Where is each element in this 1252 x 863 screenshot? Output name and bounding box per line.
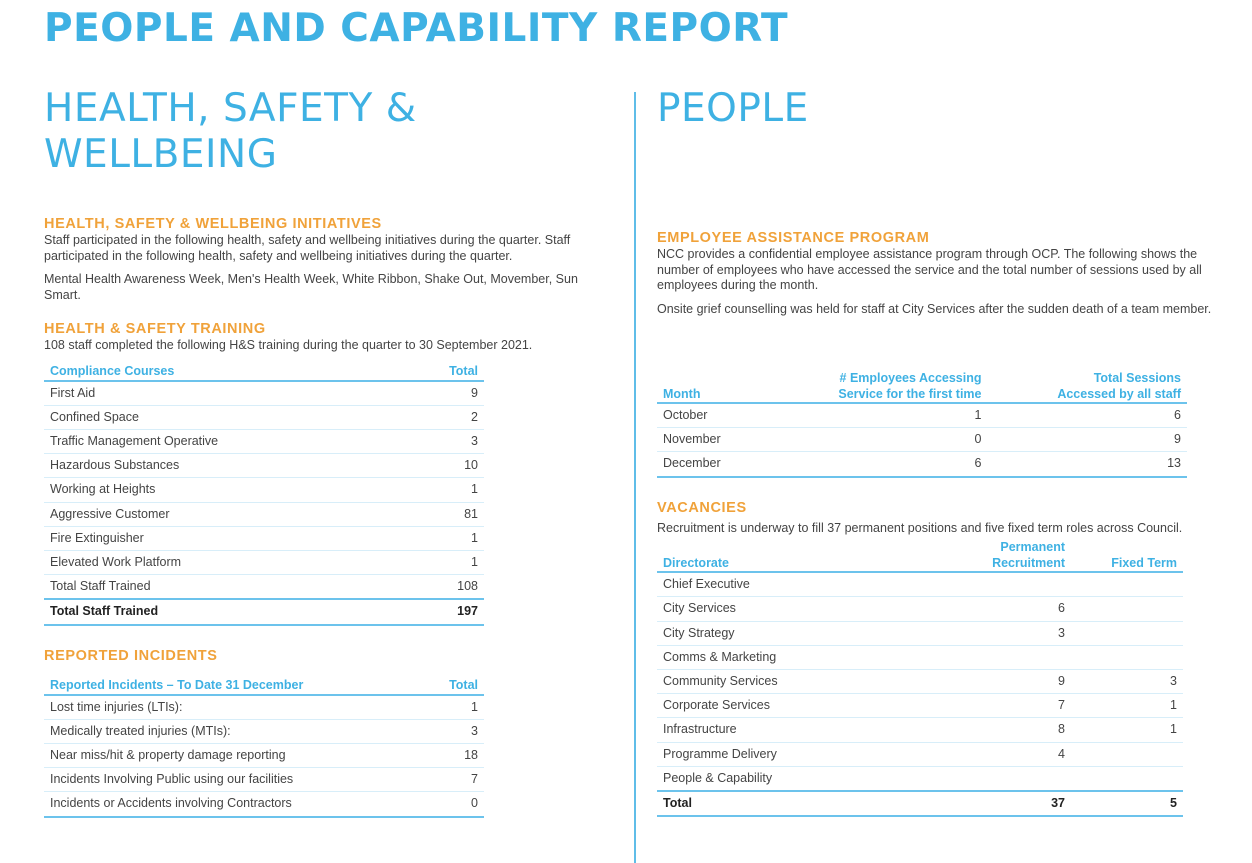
incidents-header-row bbox=[44, 674, 484, 695]
vacancy-permanent: 4 bbox=[1058, 746, 1065, 761]
table-row bbox=[657, 621, 1183, 645]
vacancy-permanent: 8 bbox=[1058, 722, 1065, 737]
vacancies-title: VACANCIES bbox=[657, 499, 747, 516]
vacancy-fixed bbox=[1071, 621, 1183, 645]
eap-para1: NCC provides a confidential employee assistance program through OCP. The following shows the number of employees who have accessed the service and the total number of sessions used by all employees during the month. bbox=[657, 247, 1202, 292]
vacancy-directorate: City Services bbox=[663, 601, 736, 616]
course-total: 2 bbox=[471, 409, 478, 424]
training-table bbox=[44, 360, 484, 626]
course-name: First Aid bbox=[50, 385, 96, 400]
table-row bbox=[44, 381, 484, 406]
table-row bbox=[657, 669, 1183, 693]
incident-total: 0 bbox=[471, 796, 478, 811]
incident-total: 7 bbox=[471, 772, 478, 787]
hsw-heading bbox=[44, 86, 604, 178]
vacancies-col-directorate: Directorate bbox=[663, 555, 729, 570]
table-row bbox=[44, 550, 484, 574]
eap-col-employees bbox=[759, 369, 987, 403]
vacancy-permanent bbox=[929, 766, 1071, 791]
course-name: Aggressive Customer bbox=[50, 506, 170, 521]
vacancy-directorate: People & Capability bbox=[663, 770, 773, 785]
vacancy-permanent bbox=[929, 645, 1071, 669]
table-row bbox=[44, 454, 484, 478]
table-row bbox=[44, 405, 484, 429]
table-row bbox=[44, 768, 484, 792]
course-name: Hazardous Substances bbox=[50, 458, 180, 473]
table-row bbox=[657, 742, 1183, 766]
health-safety-column bbox=[44, 86, 604, 818]
total-fixed: 5 bbox=[1170, 795, 1177, 810]
incidents-col-item: Reported Incidents – To Date 31 December bbox=[50, 678, 304, 693]
eap-title: EMPLOYEE ASSISTANCE PROGRAM bbox=[657, 230, 930, 246]
table-row bbox=[44, 429, 484, 453]
table-row bbox=[657, 428, 1187, 452]
vacancy-directorate: Chief Executive bbox=[663, 577, 750, 592]
vacancies-col-permanent bbox=[929, 538, 1071, 572]
course-name: Working at Heights bbox=[50, 482, 156, 497]
course-total: 1 bbox=[471, 530, 478, 545]
eap-table bbox=[657, 369, 1187, 478]
vacancies-header-row bbox=[657, 538, 1183, 572]
initiatives-para2: Mental Health Awareness Week, Men's Health Week, White Ribbon, Shake Out, Movember, Sun Smart. bbox=[44, 272, 578, 302]
training-title: HEALTH & SAFETY TRAINING bbox=[44, 321, 266, 337]
vacancy-fixed: 1 bbox=[1170, 722, 1177, 737]
incident-total: 3 bbox=[471, 723, 478, 738]
vacancies-col-permanent-line1: Permanent bbox=[1000, 540, 1065, 555]
table-row bbox=[657, 452, 1187, 477]
training-total-row bbox=[44, 599, 484, 624]
course-name: Confined Space bbox=[50, 409, 139, 424]
table-row bbox=[657, 572, 1183, 597]
training-col-total: Total bbox=[449, 364, 478, 378]
course-total: 1 bbox=[471, 482, 478, 497]
eap-month: December bbox=[663, 456, 721, 471]
course-name: Total Staff Trained bbox=[50, 579, 151, 594]
vacancies-table bbox=[657, 538, 1183, 817]
course-total: 1 bbox=[471, 554, 478, 569]
incidents-title: REPORTED INCIDENTS bbox=[44, 647, 218, 664]
table-row bbox=[44, 792, 484, 817]
initiatives-title: HEALTH, SAFETY & WELLBEING INITIATIVES bbox=[44, 216, 382, 232]
table-row bbox=[657, 766, 1183, 791]
table-row bbox=[44, 478, 484, 502]
report-title: PEOPLE AND CAPABILITY REPORT bbox=[44, 6, 789, 51]
training-col-course: Compliance Courses bbox=[50, 364, 175, 378]
training-header-row bbox=[44, 360, 484, 381]
people-column bbox=[657, 86, 1232, 817]
course-name: Elevated Work Platform bbox=[50, 554, 182, 569]
incident-name: Lost time injuries (LTIs): bbox=[50, 699, 183, 714]
vacancy-fixed: 1 bbox=[1170, 698, 1177, 713]
table-row bbox=[44, 502, 484, 526]
training-intro: 108 staff completed the following H&S training during the quarter to 30 September 2021. bbox=[44, 338, 533, 352]
eap-col-sessions-line1: Total Sessions bbox=[1093, 371, 1181, 385]
vacancies-intro: Recruitment is underway to fill 37 permanent positions and five fixed term roles across Council. bbox=[657, 520, 1183, 535]
vacancies-col-fixed: Fixed Term bbox=[1111, 555, 1177, 570]
eap-col-month: Month bbox=[663, 386, 701, 401]
vacancy-permanent: 6 bbox=[1058, 601, 1065, 616]
course-name: Traffic Management Operative bbox=[50, 433, 219, 448]
eap-col-sessions bbox=[988, 369, 1188, 403]
eap-col-employees-line1: # Employees Accessing bbox=[839, 371, 982, 385]
table-row bbox=[657, 403, 1187, 428]
vacancy-directorate: Infrastructure bbox=[663, 722, 737, 737]
eap-col-employees-line2: Service for the first time bbox=[838, 386, 982, 401]
table-row bbox=[44, 575, 484, 600]
incidents-table bbox=[44, 674, 484, 818]
course-name: Fire Extinguisher bbox=[50, 530, 144, 545]
course-total: 10 bbox=[464, 458, 478, 473]
incident-name: Medically treated injuries (MTIs): bbox=[50, 723, 231, 738]
table-row bbox=[657, 718, 1183, 742]
course-total: 3 bbox=[471, 433, 478, 448]
vacancy-permanent bbox=[929, 572, 1071, 597]
incident-name: Incidents or Accidents involving Contractors bbox=[50, 796, 292, 811]
hsw-heading-line2: WELLBEING bbox=[44, 132, 278, 177]
table-row bbox=[44, 695, 484, 720]
incident-name: Near miss/hit & property damage reporting bbox=[50, 747, 286, 762]
vacancy-permanent: 7 bbox=[1058, 698, 1065, 713]
total-value: 197 bbox=[457, 604, 478, 619]
vacancy-fixed bbox=[1071, 766, 1183, 791]
table-row bbox=[657, 597, 1183, 621]
eap-sessions: 6 bbox=[1174, 408, 1181, 422]
course-total: 81 bbox=[464, 506, 478, 521]
course-total: 9 bbox=[471, 385, 478, 400]
eap-col-sessions-line2: Accessed by all staff bbox=[1057, 386, 1181, 401]
table-row bbox=[657, 645, 1183, 669]
vacancy-fixed bbox=[1071, 597, 1183, 621]
vacancies-total-row bbox=[657, 791, 1183, 816]
eap-employees: 0 bbox=[974, 432, 982, 447]
vacancy-fixed bbox=[1071, 742, 1183, 766]
vacancy-fixed bbox=[1071, 645, 1183, 669]
vacancy-directorate: Comms & Marketing bbox=[663, 649, 777, 664]
eap-header-row bbox=[657, 369, 1187, 403]
vacancy-directorate: Programme Delivery bbox=[663, 746, 777, 761]
people-heading: PEOPLE bbox=[657, 86, 809, 131]
total-label: Total bbox=[663, 795, 692, 810]
table-row bbox=[44, 719, 484, 743]
vacancy-directorate: City Strategy bbox=[663, 625, 735, 640]
total-permanent: 37 bbox=[1051, 795, 1065, 810]
incident-total: 18 bbox=[464, 747, 478, 762]
eap-employees: 6 bbox=[974, 456, 982, 471]
eap-employees: 1 bbox=[974, 408, 982, 422]
vacancy-fixed: 3 bbox=[1170, 673, 1177, 688]
vacancies-col-permanent-line2: Recruitment bbox=[992, 555, 1065, 570]
course-total: 108 bbox=[457, 579, 478, 594]
total-label: Total Staff Trained bbox=[50, 604, 159, 619]
incident-total: 1 bbox=[471, 699, 478, 714]
vacancy-permanent: 9 bbox=[1058, 673, 1065, 688]
table-row bbox=[657, 694, 1183, 718]
vacancy-directorate: Community Services bbox=[663, 673, 778, 688]
column-divider bbox=[634, 92, 636, 863]
eap-sessions: 9 bbox=[1174, 432, 1181, 447]
table-row bbox=[44, 743, 484, 767]
hsw-heading-line1: HEALTH, SAFETY & bbox=[44, 86, 417, 131]
vacancy-permanent: 3 bbox=[1058, 625, 1065, 640]
eap-para2: Onsite grief counselling was held for staff at City Services after the sudden death of a team member. bbox=[657, 301, 1212, 316]
initiatives-para1: Staff participated in the following health, safety and wellbeing initiatives during the quarter. Staff participated in the following health, safety and wellbeing initiatives during the quarter. bbox=[44, 233, 571, 263]
incident-name: Incidents Involving Public using our facilities bbox=[50, 772, 294, 787]
vacancy-fixed bbox=[1071, 572, 1183, 597]
eap-month: November bbox=[663, 432, 721, 447]
vacancy-directorate: Corporate Services bbox=[663, 698, 770, 713]
eap-month: October bbox=[663, 408, 708, 422]
incidents-col-total: Total bbox=[449, 678, 478, 693]
table-row bbox=[44, 526, 484, 550]
eap-sessions: 13 bbox=[1167, 456, 1181, 471]
